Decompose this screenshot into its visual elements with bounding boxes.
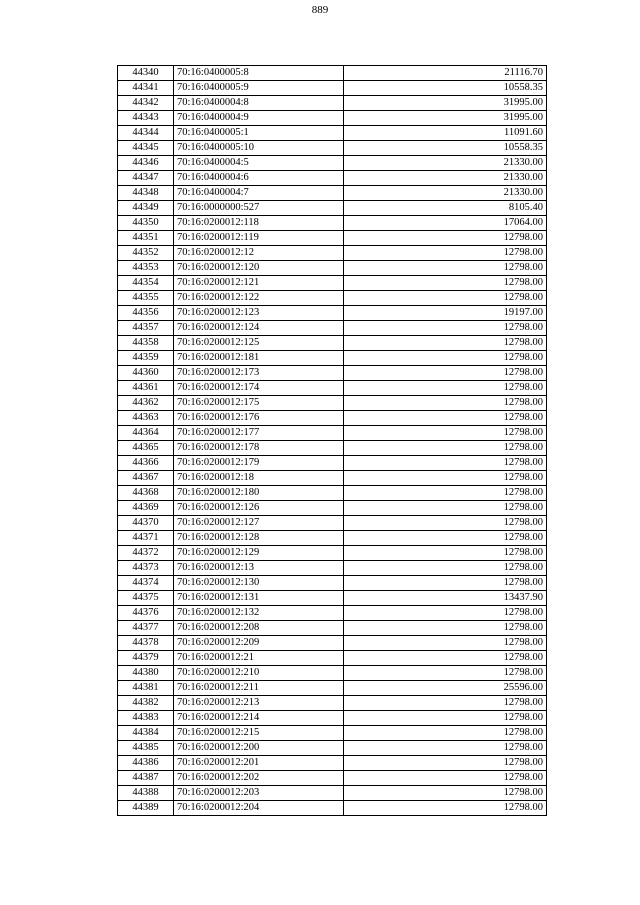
table-row [118, 96, 547, 111]
table-row [118, 486, 547, 501]
table-row [118, 561, 547, 576]
value-cell: 12798.00 [344, 246, 547, 261]
row-number-cell: 44342 [118, 96, 174, 111]
table-row [118, 471, 547, 486]
table-row [118, 591, 547, 606]
value-cell: 31995.00 [344, 111, 547, 126]
cadastral-number-cell: 70:16:0200012:132 [174, 606, 344, 621]
table-row [118, 351, 547, 366]
value-cell: 21330.00 [344, 186, 547, 201]
table-row [118, 696, 547, 711]
cadastral-number-cell: 70:16:0400004:8 [174, 96, 344, 111]
value-cell: 12798.00 [344, 261, 547, 276]
row-number-cell: 44353 [118, 261, 174, 276]
table-row [118, 786, 547, 801]
value-cell: 12798.00 [344, 786, 547, 801]
table-row [118, 201, 547, 216]
table-row [118, 66, 547, 81]
cadastral-number-cell: 70:16:0400005:10 [174, 141, 344, 156]
row-number-cell: 44370 [118, 516, 174, 531]
cadastral-number-cell: 70:16:0400004:6 [174, 171, 344, 186]
row-number-cell: 44375 [118, 591, 174, 606]
row-number-cell: 44371 [118, 531, 174, 546]
value-cell: 12798.00 [344, 801, 547, 816]
cadastral-number-cell: 70:16:0200012:123 [174, 306, 344, 321]
cadastral-number-cell: 70:16:0200012:121 [174, 276, 344, 291]
row-number-cell: 44366 [118, 456, 174, 471]
row-number-cell: 44341 [118, 81, 174, 96]
value-cell: 12798.00 [344, 756, 547, 771]
value-cell: 12798.00 [344, 381, 547, 396]
value-cell: 12798.00 [344, 231, 547, 246]
row-number-cell: 44359 [118, 351, 174, 366]
row-number-cell: 44354 [118, 276, 174, 291]
row-number-cell: 44358 [118, 336, 174, 351]
row-number-cell: 44386 [118, 756, 174, 771]
cadastral-number-cell: 70:16:0200012:178 [174, 441, 344, 456]
row-number-cell: 44345 [118, 141, 174, 156]
row-number-cell: 44373 [118, 561, 174, 576]
cadastral-number-cell: 70:16:0200012:181 [174, 351, 344, 366]
row-number-cell: 44380 [118, 666, 174, 681]
cadastral-number-cell: 70:16:0200012:18 [174, 471, 344, 486]
cadastral-number-cell: 70:16:0200012:21 [174, 651, 344, 666]
value-cell: 25596.00 [344, 681, 547, 696]
table-row [118, 141, 547, 156]
cadastral-number-cell: 70:16:0200012:210 [174, 666, 344, 681]
cadastral-number-cell: 70:16:0200012:208 [174, 621, 344, 636]
value-cell: 10558.35 [344, 141, 547, 156]
cadastral-number-cell: 70:16:0400004:7 [174, 186, 344, 201]
table-row [118, 381, 547, 396]
value-cell: 12798.00 [344, 441, 547, 456]
cadastral-number-cell: 70:16:0200012:213 [174, 696, 344, 711]
row-number-cell: 44363 [118, 411, 174, 426]
row-number-cell: 44383 [118, 711, 174, 726]
cadastral-number-cell: 70:16:0200012:13 [174, 561, 344, 576]
cadastral-number-cell: 70:16:0200012:175 [174, 396, 344, 411]
value-cell: 12798.00 [344, 531, 547, 546]
cadastral-number-cell: 70:16:0200012:128 [174, 531, 344, 546]
cadastral-number-cell: 70:16:0400005:9 [174, 81, 344, 96]
cadastral-number-cell: 70:16:0200012:126 [174, 501, 344, 516]
value-cell: 12798.00 [344, 696, 547, 711]
value-cell: 10558.35 [344, 81, 547, 96]
cadastral-number-cell: 70:16:0200012:200 [174, 741, 344, 756]
value-cell: 21116.70 [344, 66, 547, 81]
value-cell: 12798.00 [344, 771, 547, 786]
value-cell: 12798.00 [344, 636, 547, 651]
cadastral-number-cell: 70:16:0200012:125 [174, 336, 344, 351]
value-cell: 12798.00 [344, 651, 547, 666]
cadastral-table [117, 65, 547, 816]
table-row [118, 261, 547, 276]
row-number-cell: 44361 [118, 381, 174, 396]
value-cell: 19197.00 [344, 306, 547, 321]
cadastral-number-cell: 70:16:0200012:214 [174, 711, 344, 726]
row-number-cell: 44350 [118, 216, 174, 231]
table-row [118, 216, 547, 231]
row-number-cell: 44340 [118, 66, 174, 81]
row-number-cell: 44389 [118, 801, 174, 816]
cadastral-number-cell: 70:16:0200012:173 [174, 366, 344, 381]
cadastral-number-cell: 70:16:0400005:1 [174, 126, 344, 141]
cadastral-number-cell: 70:16:0200012:120 [174, 261, 344, 276]
row-number-cell: 44344 [118, 126, 174, 141]
value-cell: 12798.00 [344, 456, 547, 471]
cadastral-table-body [118, 66, 547, 816]
table-row [118, 651, 547, 666]
cadastral-number-cell: 70:16:0200012:130 [174, 576, 344, 591]
table-row [118, 726, 547, 741]
table-row [118, 456, 547, 471]
row-number-cell: 44368 [118, 486, 174, 501]
value-cell: 12798.00 [344, 411, 547, 426]
cadastral-number-cell: 70:16:0200012:201 [174, 756, 344, 771]
row-number-cell: 44349 [118, 201, 174, 216]
row-number-cell: 44357 [118, 321, 174, 336]
cadastral-number-cell: 70:16:0200012:119 [174, 231, 344, 246]
row-number-cell: 44365 [118, 441, 174, 456]
row-number-cell: 44367 [118, 471, 174, 486]
value-cell: 12798.00 [344, 486, 547, 501]
table-row [118, 711, 547, 726]
row-number-cell: 44369 [118, 501, 174, 516]
value-cell: 21330.00 [344, 171, 547, 186]
table-row [118, 801, 547, 816]
cadastral-number-cell: 70:16:0400004:5 [174, 156, 344, 171]
row-number-cell: 44384 [118, 726, 174, 741]
row-number-cell: 44362 [118, 396, 174, 411]
table-row [118, 426, 547, 441]
cadastral-number-cell: 70:16:0200012:211 [174, 681, 344, 696]
table-row [118, 366, 547, 381]
table-row [118, 771, 547, 786]
row-number-cell: 44346 [118, 156, 174, 171]
cadastral-number-cell: 70:16:0200012:12 [174, 246, 344, 261]
value-cell: 12798.00 [344, 351, 547, 366]
value-cell: 17064.00 [344, 216, 547, 231]
table-row [118, 531, 547, 546]
table-row [118, 246, 547, 261]
table-row [118, 606, 547, 621]
table-row [118, 156, 547, 171]
table-row [118, 756, 547, 771]
row-number-cell: 44381 [118, 681, 174, 696]
cadastral-number-cell: 70:16:0200012:177 [174, 426, 344, 441]
table-row [118, 276, 547, 291]
cadastral-number-cell: 70:16:0200012:127 [174, 516, 344, 531]
table-row [118, 546, 547, 561]
row-number-cell: 44372 [118, 546, 174, 561]
value-cell: 12798.00 [344, 726, 547, 741]
value-cell: 12798.00 [344, 576, 547, 591]
table-row [118, 81, 547, 96]
value-cell: 21330.00 [344, 156, 547, 171]
value-cell: 12798.00 [344, 561, 547, 576]
row-number-cell: 44355 [118, 291, 174, 306]
cadastral-number-cell: 70:16:0200012:204 [174, 801, 344, 816]
table-row [118, 306, 547, 321]
cadastral-number-cell: 70:16:0200012:129 [174, 546, 344, 561]
value-cell: 12798.00 [344, 426, 547, 441]
value-cell: 12798.00 [344, 516, 547, 531]
table-row [118, 321, 547, 336]
cadastral-number-cell: 70:16:0200012:131 [174, 591, 344, 606]
row-number-cell: 44343 [118, 111, 174, 126]
value-cell: 12798.00 [344, 366, 547, 381]
value-cell: 12798.00 [344, 396, 547, 411]
row-number-cell: 44348 [118, 186, 174, 201]
cadastral-number-cell: 70:16:0200012:179 [174, 456, 344, 471]
cadastral-number-cell: 70:16:0200012:203 [174, 786, 344, 801]
table-row [118, 336, 547, 351]
cadastral-number-cell: 70:16:0200012:202 [174, 771, 344, 786]
table-row [118, 231, 547, 246]
table-row [118, 186, 547, 201]
row-number-cell: 44374 [118, 576, 174, 591]
table-row [118, 741, 547, 756]
table-row [118, 621, 547, 636]
row-number-cell: 44388 [118, 786, 174, 801]
row-number-cell: 44382 [118, 696, 174, 711]
table-row [118, 291, 547, 306]
table-row [118, 576, 547, 591]
cadastral-number-cell: 70:16:0200012:176 [174, 411, 344, 426]
row-number-cell: 44356 [118, 306, 174, 321]
value-cell: 12798.00 [344, 606, 547, 621]
value-cell: 12798.00 [344, 741, 547, 756]
table-row [118, 636, 547, 651]
row-number-cell: 44352 [118, 246, 174, 261]
table-row [118, 411, 547, 426]
row-number-cell: 44351 [118, 231, 174, 246]
cadastral-number-cell: 70:16:0200012:122 [174, 291, 344, 306]
cadastral-number-cell: 70:16:0400004:9 [174, 111, 344, 126]
row-number-cell: 44385 [118, 741, 174, 756]
cadastral-number-cell: 70:16:0200012:174 [174, 381, 344, 396]
value-cell: 12798.00 [344, 471, 547, 486]
table-row [118, 396, 547, 411]
table-row [118, 126, 547, 141]
cadastral-number-cell: 70:16:0200012:209 [174, 636, 344, 651]
page-number: 889 [311, 4, 329, 16]
cadastral-number-cell: 70:16:0200012:180 [174, 486, 344, 501]
row-number-cell: 44379 [118, 651, 174, 666]
row-number-cell: 44376 [118, 606, 174, 621]
value-cell: 8105.40 [344, 201, 547, 216]
table-row [118, 111, 547, 126]
table-row [118, 516, 547, 531]
value-cell: 12798.00 [344, 501, 547, 516]
value-cell: 12798.00 [344, 276, 547, 291]
table-row [118, 666, 547, 681]
value-cell: 11091.60 [344, 126, 547, 141]
row-number-cell: 44387 [118, 771, 174, 786]
row-number-cell: 44360 [118, 366, 174, 381]
row-number-cell: 44347 [118, 171, 174, 186]
cadastral-number-cell: 70:16:0200012:118 [174, 216, 344, 231]
value-cell: 12798.00 [344, 711, 547, 726]
value-cell: 12798.00 [344, 321, 547, 336]
value-cell: 12798.00 [344, 546, 547, 561]
cadastral-number-cell: 70:16:0200012:215 [174, 726, 344, 741]
value-cell: 12798.00 [344, 336, 547, 351]
value-cell: 12798.00 [344, 291, 547, 306]
row-number-cell: 44364 [118, 426, 174, 441]
cadastral-number-cell: 70:16:0400005:8 [174, 66, 344, 81]
table-row [118, 441, 547, 456]
value-cell: 12798.00 [344, 666, 547, 681]
value-cell: 12798.00 [344, 621, 547, 636]
value-cell: 13437.90 [344, 591, 547, 606]
table-row [118, 681, 547, 696]
row-number-cell: 44378 [118, 636, 174, 651]
table-row [118, 171, 547, 186]
table-row [118, 501, 547, 516]
cadastral-number-cell: 70:16:0200012:124 [174, 321, 344, 336]
row-number-cell: 44377 [118, 621, 174, 636]
value-cell: 31995.00 [344, 96, 547, 111]
cadastral-number-cell: 70:16:0000000:527 [174, 201, 344, 216]
